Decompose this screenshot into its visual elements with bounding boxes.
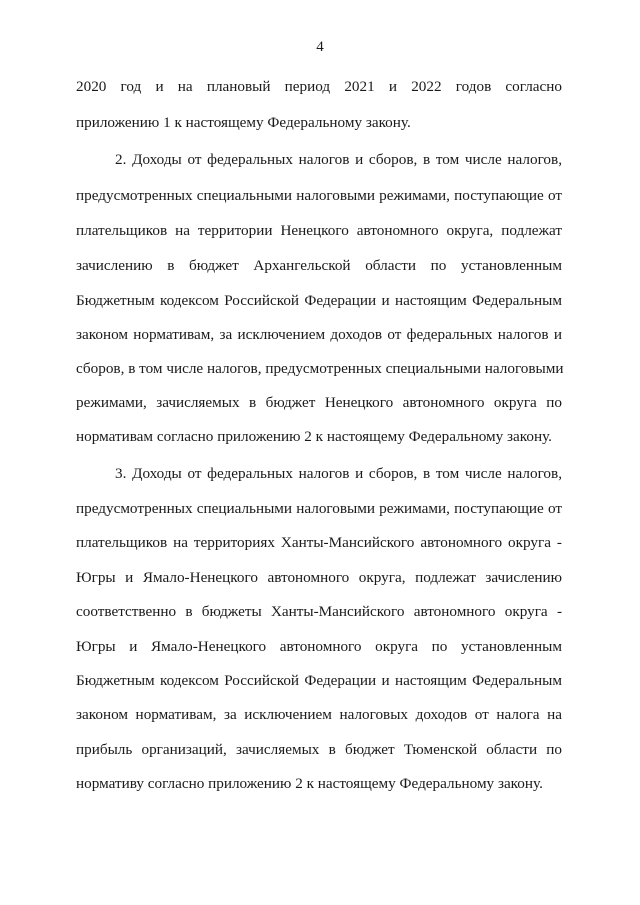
text-line: нормативу согласно приложению 2 к настоящему Федеральному закону.	[76, 775, 543, 792]
text-line: Бюджетным кодексом Российской Федерации и настоящим Федеральным	[76, 292, 562, 309]
text-line: законом нормативам, за исключением налоговых доходов от налога на	[76, 706, 562, 723]
text-line: законом нормативам, за исключением доходов от федеральных налогов и	[76, 326, 562, 343]
text-line: нормативам согласно приложению 2 к настоящему Федеральному закону.	[76, 428, 552, 445]
text-line: прибыль организаций, зачисляемых в бюджет Тюменской области по	[76, 741, 562, 758]
text-line: плательщиков на территории Ненецкого автономного округа, подлежат	[76, 222, 562, 239]
text-line: Югры и Ямало-Ненецкого автономного округа по установленным	[76, 638, 562, 655]
text-line: предусмотренных специальными налоговыми режимами, поступающие от	[76, 187, 562, 204]
text-line: соответственно в бюджеты Ханты-Мансийского автономного округа -	[76, 603, 562, 620]
text-line: предусмотренных специальными налоговыми режимами, поступающие от	[76, 500, 562, 517]
text-line: Бюджетным кодексом Российской Федерации и настоящим Федеральным	[76, 672, 562, 689]
text-line: сборов, в том числе налогов, предусмотренных специальными налоговыми	[76, 360, 564, 377]
text-line: приложению 1 к настоящему Федеральному закону.	[76, 114, 411, 131]
paragraph-2-first-line: 2. Доходы от федеральных налогов и сборов, в том числе налогов,	[115, 151, 562, 168]
text-line: плательщиков на территориях Ханты-Мансийского автономного округа -	[76, 534, 562, 551]
text-line: зачислению в бюджет Архангельской области по установленным	[76, 257, 562, 274]
text-line: режимами, зачисляемых в бюджет Ненецкого автономного округа по	[76, 394, 562, 411]
page-number: 4	[316, 39, 324, 55]
text-line: 2020 год и на плановый период 2021 и 2022 годов согласно	[76, 78, 562, 95]
text-line: Югры и Ямало-Ненецкого автономного округа, подлежат зачислению	[76, 569, 562, 586]
paragraph-3-first-line: 3. Доходы от федеральных налогов и сборов, в том числе налогов,	[115, 465, 562, 482]
